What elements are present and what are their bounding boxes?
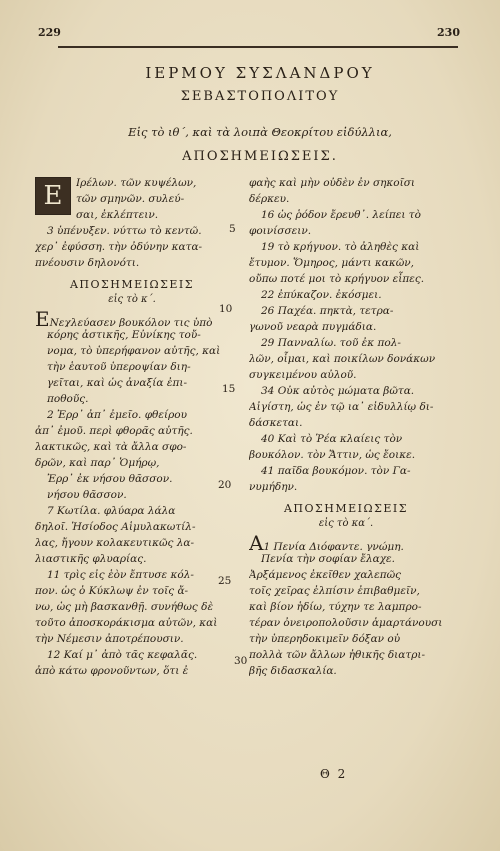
- left-column: [35, 175, 232, 679]
- text-line: λιαστικῆς φλυαρίας.: [35, 553, 147, 565]
- text-line: 3 ὑπένυξεν. νύττω τὸ κεντῶ.: [47, 225, 202, 237]
- line-number: 10: [219, 303, 233, 315]
- text-line: σαι, ἐκλέπτειν.: [76, 209, 159, 221]
- text-line: πολλὰ τῶν ἄλλων ἠθικῆς διατρι-: [249, 649, 426, 661]
- text-line: Ιρέλων. τῶν κυψέλων,: [76, 177, 197, 189]
- text-line: νήσου θᾶσσον.: [47, 489, 127, 501]
- line-number: 25: [218, 575, 232, 587]
- text-line: νυμήδην.: [249, 481, 298, 493]
- text-line: δρῶν, καὶ παρ᾽ Ὁμήρῳ,: [35, 457, 160, 469]
- text-line: 12 Καί μ᾽ ἀπὸ τᾶς κεφαλᾶς.: [47, 649, 198, 661]
- signature-mark: Θ 2: [320, 767, 348, 781]
- text-line: φαὴς καὶ μὴν οὐδὲν ἐν σηκοῖσι: [249, 177, 416, 189]
- text-line: 41 παῖδα βουκόμον. τὸν Γα-: [261, 465, 411, 477]
- text-line: τοῖς χεῖρας ἐλπίσιν ἐπιβαθμεῖν,: [249, 585, 420, 597]
- work-intro: Εἰς τὸ ιθ΄, καὶ τὰ λοιπὰ Θεοκρίτου εἰδύλλια,: [128, 125, 392, 139]
- text-line: ἀπ᾽ ἐμοῦ. περὶ φθορᾶς αὐτῆς.: [35, 425, 193, 437]
- section-cap: Ε: [35, 311, 50, 327]
- text-line: νω, ὡς μὴ βασκανθῇ. συνήθως δὲ: [35, 601, 214, 613]
- text-line: τέραν ὀνειροπολοῦσιν ἁμαρτάνουσι: [249, 617, 443, 629]
- text-line: κόρης ἀστικῆς, Εὐνίκης τοὔ-: [47, 329, 201, 341]
- section-sub-k: εἰς τὸ κ΄.: [108, 294, 156, 305]
- text-line: βῆς διδασκαλία.: [249, 665, 337, 677]
- text-line: βουκόλον. τὸν Ἄττιν, ὡς ἔοικε.: [249, 449, 416, 461]
- right-column: [249, 175, 443, 679]
- text-line: 29 Πανναλίω. τοῦ ἐκ πολ-: [261, 337, 401, 349]
- text-line: λῶν, οἷμαι, καὶ ποικίλων δονάκων: [249, 353, 436, 365]
- section-sub-ka: εἰς τὸ κα΄.: [318, 518, 374, 529]
- page-number-left: 229: [38, 26, 61, 39]
- text-line: τῶν σμηνῶν. συλεύ-: [76, 193, 185, 205]
- text-line: φοινίσσειν.: [249, 225, 312, 237]
- text-line: 22 ἐπύκαζον. ἐκόσμει.: [261, 289, 382, 301]
- text-line: 16 ὡς ῥόδον ἔρευθ᾽. λείπει τὸ: [261, 209, 421, 221]
- author-subtitle: ΣΕΒΑΣΤΟΠΟΛΙΤΟΥ: [180, 89, 340, 104]
- text-line: γωνοῦ νεαρὰ πυγμάδια.: [249, 321, 377, 333]
- author-title: ΙΕΡΜΟΥ ΣΥΣΛΑΝΔΡΟΥ: [145, 64, 375, 82]
- section-heading-k: ΑΠΟΣΗΜΕΙΩΣΕΙΣ: [69, 278, 195, 291]
- text-line: 26 Παχέα. πηκτὰ, τετρα-: [261, 305, 394, 317]
- text-line: λακτικῶς, καὶ τὰ ἄλλα σφο-: [35, 441, 187, 453]
- text-line: 34 Οὐκ αὐτὸς μώματα βῶτα.: [261, 385, 415, 397]
- drop-cap: Ε: [35, 177, 71, 215]
- text-line: νομα, τὸ ὑπερήφανον αὐτῆς, καὶ: [47, 345, 221, 357]
- line-number: 5: [229, 223, 236, 235]
- text-line: ἔτυμον. Ὅμηρος, μάντι κακῶν,: [249, 257, 415, 269]
- text-line: λας, ἤγουν κολακευτικῶς λα-: [35, 537, 195, 549]
- text-line: 7 Κωτίλα. φλύαρα λάλα: [47, 505, 176, 517]
- text-line: Πενία τὴν σοφίαν ἔλαχε.: [261, 553, 396, 565]
- text-line: Νεχλεύασεν βουκόλον τις ὑπὸ: [49, 317, 213, 327]
- line-number: 15: [222, 383, 236, 395]
- section-heading-ka: ΑΠΟΣΗΜΕΙΩΣΕΙΣ: [283, 502, 409, 515]
- text-line: πον. ὡς ὁ Κύκλωψ ἐν τοῖς ἄ-: [35, 585, 189, 597]
- text-line: γεῖται, καὶ ὡς ἀναξία ἐπι-: [47, 377, 188, 389]
- text-line: Ἐρρ᾽ ἐκ νήσου θᾶσσον.: [47, 473, 173, 485]
- text-line: καὶ βίον ἡδίω, τύχην τε λαμπρο-: [249, 601, 422, 613]
- main-heading: ΑΠΟΣΗΜΕΙΩΣΕΙΣ.: [182, 149, 338, 164]
- text-line: 11 τρὶς εἰς ἑὸν ἔπτυσε κόλ-: [47, 569, 194, 581]
- text-line: πνέουσιν δηλονότι.: [35, 257, 140, 269]
- text-line: 2 Ἐρρ᾽ ἀπ᾽ ἐμεῖο. φθείρου: [47, 409, 187, 421]
- text-line: τὴν Νέμεσιν ἀποτρέπουσιν.: [35, 633, 184, 645]
- section-cap: Α: [249, 535, 264, 551]
- text-line: συγκειμένου αὐλοῦ.: [249, 369, 357, 381]
- text-line: Ἀρξάμενος ἐκεῖθεν χαλεπῶς: [249, 569, 402, 581]
- text-line: Αἰγίστη, ὡς ἐν τῷ ια᾽ εἰδυλλίῳ δι-: [249, 401, 434, 413]
- text-line: τοῦτο ἀποσκοράκισμα αὐτῶν, καὶ: [35, 617, 218, 629]
- line-number: 30: [234, 655, 248, 667]
- text-line: οὔπω ποτέ μοι τὸ κρήγυον εἶπες.: [249, 273, 425, 285]
- text-line: τὴν ἑαυτοῦ ὑπεροψίαν διη-: [47, 361, 191, 373]
- text-line: χερ᾽ ἐφύσση. τὴν ὀδύνην κατα-: [35, 241, 203, 253]
- text-line: δηλοῖ. Ἡσίοδος Αἱμυλακωτίλ-: [35, 521, 196, 533]
- line-number: 20: [218, 479, 232, 491]
- page-number-right: 230: [437, 26, 460, 39]
- text-line: ἀπὸ κάτω φρονοῦντων, ὅτι ἐ: [35, 665, 189, 677]
- text-line: τὴν ὑπερηδοκιμεῖν δόξαν οὐ: [249, 633, 401, 645]
- text-line: 40 Καὶ τὸ Ῥέα κλαίεις τὸν: [261, 433, 403, 445]
- header-rule: [58, 46, 458, 48]
- text-line: δέρκευ.: [249, 193, 290, 205]
- text-line: δάσκεται.: [249, 417, 303, 429]
- text-line: ποθοῦς.: [47, 393, 89, 405]
- text-line: 1 Πενία Διόφαντε. γνώμη.: [263, 541, 404, 551]
- text-line: 19 τὸ κρήγυον. τὸ ἀληθὲς καὶ: [261, 241, 420, 253]
